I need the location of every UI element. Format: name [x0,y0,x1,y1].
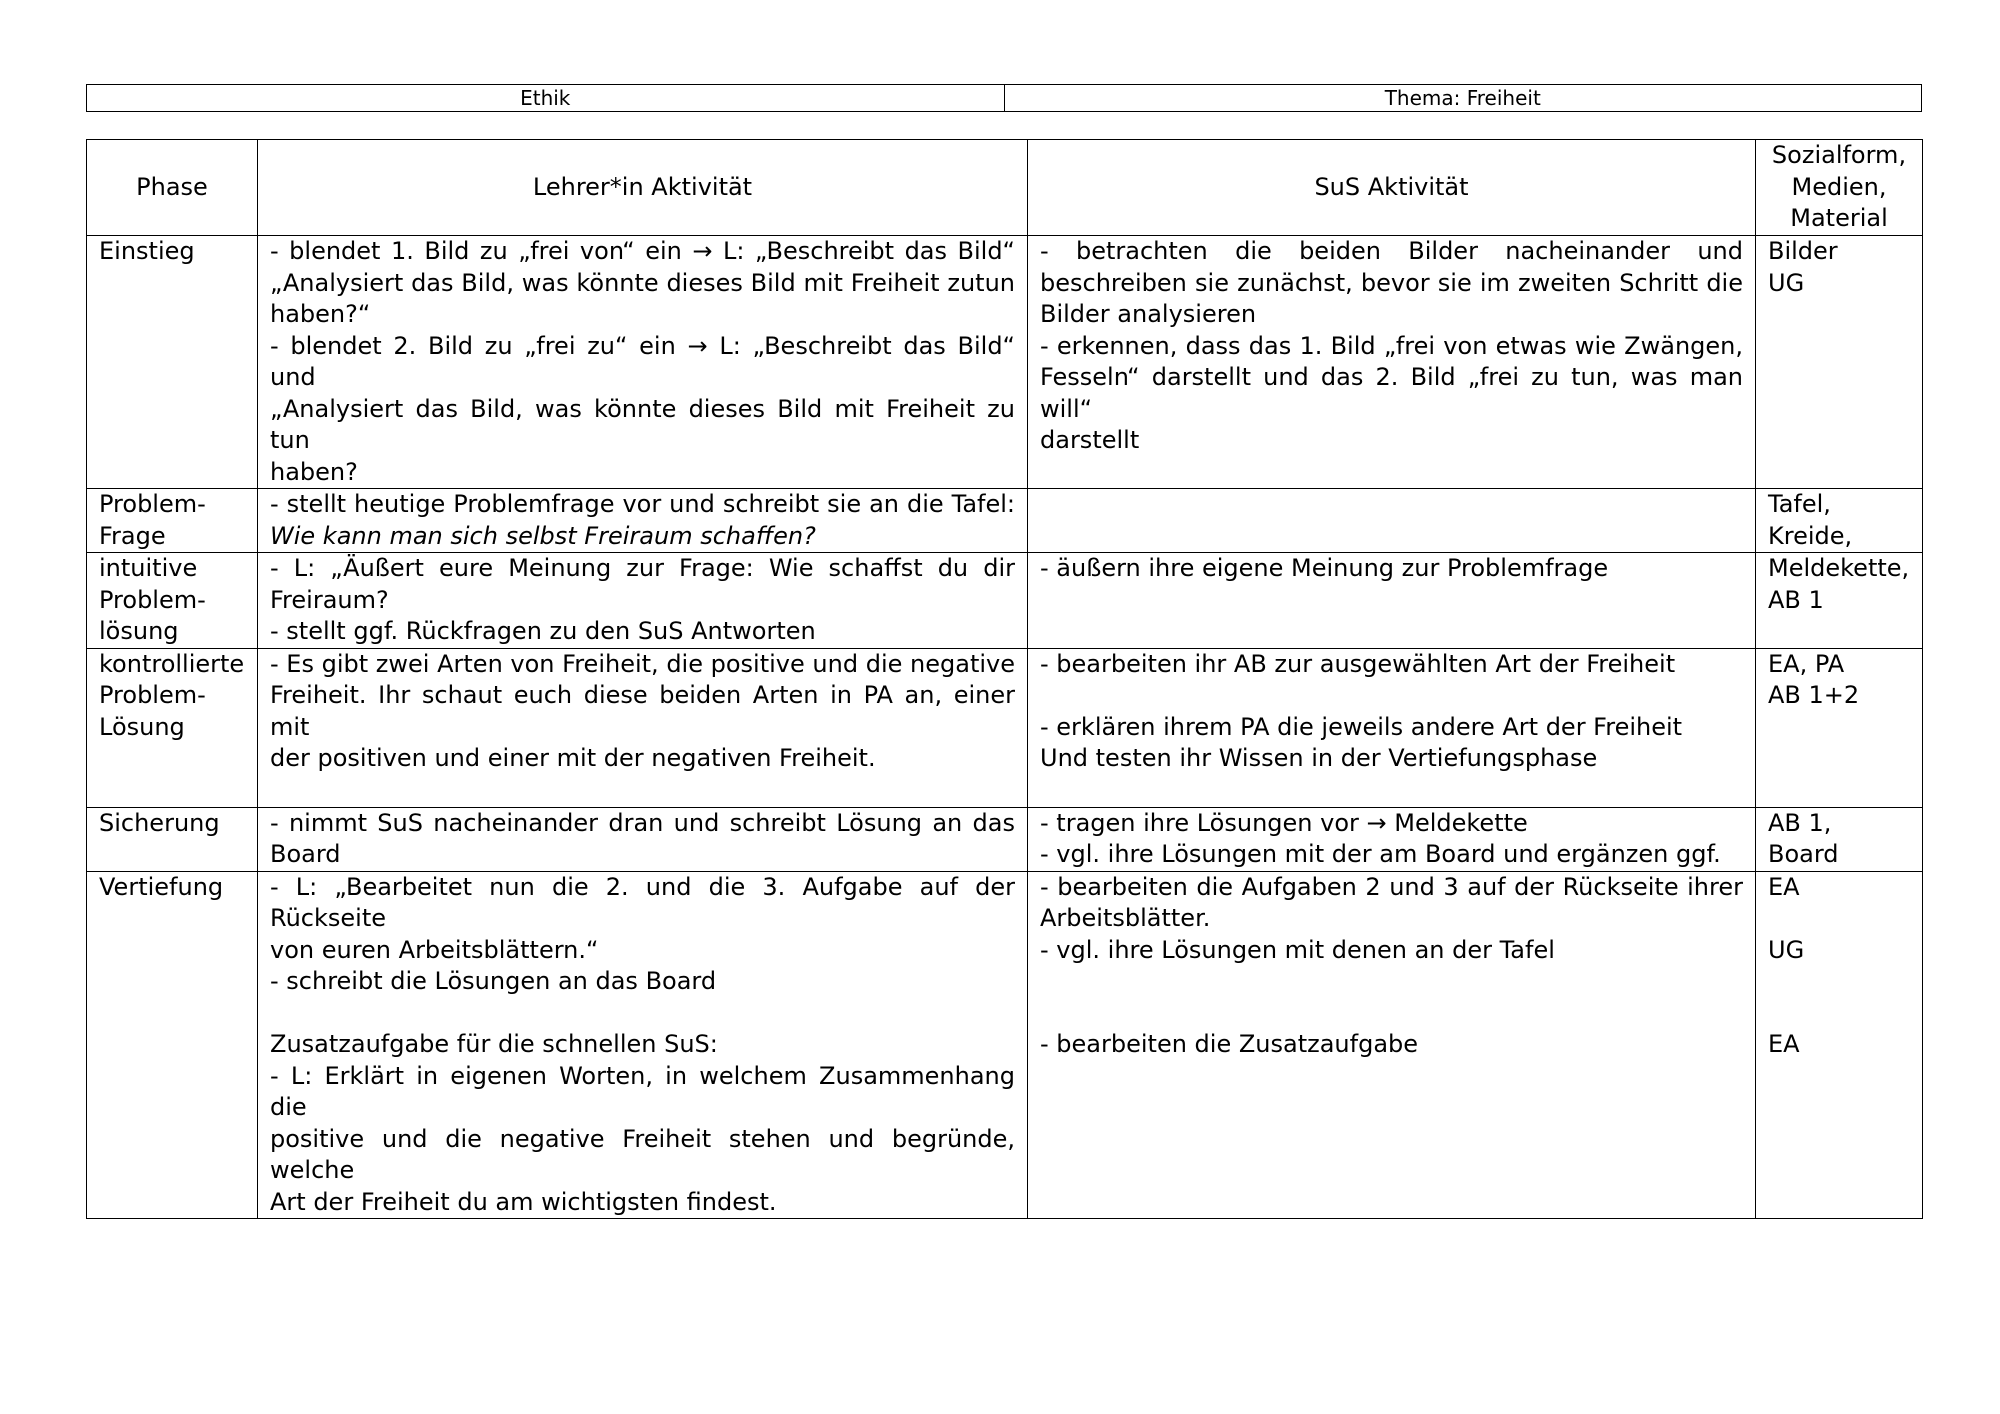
cell-line: Art der Freiheit du am wichtigsten findest. [270,1187,777,1216]
cell-line: „Analysiert das Bild, was könnte dieses Bild mit Freiheit zu tun [270,394,1015,454]
cell-line: - L: „Äußert eure Meinung zur Frage: Wie schaffst du dir [270,554,1015,582]
phase-cell [87,489,258,553]
cell-line: Problem- [99,585,206,614]
table-row [87,648,1923,807]
social-form-header: Sozialform, Medien, Material [1756,140,1923,236]
cell-line [1040,966,1743,998]
cell-line: darstellt [1040,426,1140,454]
cell-line: - vgl. ihre Lösungen mit denen an der Tafel [1040,935,1555,964]
cell-line: lösung [99,617,179,645]
cell-line: positive und die negative Freiheit stehen und begründe, welche [270,1124,1015,1184]
social-form-cell [1756,648,1923,807]
cell-line: - L: „Bearbeitet nun die 2. und die 3. Aufgabe auf der Rückseite [270,872,1015,932]
topic-cell: Thema: Freiheit [1004,85,1922,112]
cell-line: haben? [270,457,358,486]
cell-line: UG [1768,935,1805,964]
cell-line: „Analysiert das Bild, was könnte dieses Bild mit Freiheit zutun [270,268,1015,297]
phase-header: Phase [87,140,258,236]
cell-line [1040,998,1743,1030]
cell-line: Bilder analysieren [1040,300,1257,328]
phase-cell [87,236,258,489]
cell-line: Tafel, [1768,490,1831,518]
cell-line: AB 1+2 [1768,681,1860,709]
cell-line: UG [1768,268,1805,297]
student-activity-cell [1028,648,1756,807]
teacher-activity-cell [258,807,1028,871]
cell-line: - stellt ggf. Rückfragen zu den SuS Antworten [270,617,816,645]
cell-line [1768,998,1914,1030]
cell-line: Fesseln“ darstellt und das 2. Bild „frei zu tun, was man will“ [1040,363,1743,423]
table-row [87,489,1923,553]
cell-line: Bilder [1768,237,1838,265]
cell-line: EA, PA [1768,649,1845,678]
teacher-activity-cell [258,489,1028,553]
cell-line: der positiven und einer mit der negativen Freiheit. [270,744,876,772]
teacher-activity-cell [258,553,1028,649]
teacher-activity-cell [258,648,1028,807]
cell-line: - schreibt die Lösungen an das Board [270,967,717,995]
cell-line: Meldekette, [1768,554,1910,582]
student-activity-cell [1028,553,1756,649]
header-row [87,140,1923,236]
teacher-activity-cell [258,236,1028,489]
cell-line: - stellt heutige Problemfrage vor und schreibt sie an die Tafel: [270,490,1015,518]
cell-line: Und testen ihr Wissen in der Vertiefungsphase [1040,744,1598,772]
cell-line: Sicherung [99,808,220,837]
cell-line: AB 1, [1768,808,1832,837]
cell-line: Freiheit. Ihr schaut euch diese beiden Arten in PA an, einer mit [270,681,1015,741]
student-activity-cell [1028,807,1756,871]
cell-line: - erklären ihrem PA die jeweils andere Art der Freiheit [1040,712,1683,741]
cell-line: - blendet 1. Bild zu „frei von“ ein → L: „Beschreibt das Bild“ [270,237,1015,265]
cell-line: intuitive [99,554,198,582]
cell-line: - tragen ihre Lösungen vor → Meldekette [1040,808,1528,837]
cell-line: Kreide, [1768,521,1853,550]
social-form-cell [1756,807,1923,871]
cell-line: Problem- [99,681,206,709]
cell-line: EA [1768,872,1800,901]
cell-line [1040,680,1743,712]
cell-line [1768,966,1914,998]
cell-line [1768,903,1914,935]
phase-cell [87,871,258,1219]
social-form-cell [1756,489,1923,553]
social-form-cell [1756,871,1923,1219]
header-table [86,84,1922,112]
table-row [87,553,1923,649]
cell-line: - betrachten die beiden Bilder nacheinander und [1040,237,1743,265]
cell-line: haben?“ [270,300,371,328]
cell-line: Arbeitsblätter. [1040,904,1211,932]
cell-line: - bearbeiten ihr AB zur ausgewählten Art der Freiheit [1040,649,1676,678]
cell-line: beschreiben sie zunächst, bevor sie im zweiten Schritt die [1040,268,1743,297]
phase-cell [87,553,258,649]
table-row [87,807,1923,871]
cell-line: Board [1768,840,1839,868]
student-activity-cell [1028,871,1756,1219]
cell-line: Board [270,840,341,868]
subject-cell: Ethik [87,85,1005,112]
student-activity-cell [1028,489,1756,553]
cell-line [270,998,1015,1030]
social-form-cell [1756,553,1923,649]
cell-line: - blendet 2. Bild zu „frei zu“ ein → L: „Beschreibt das Bild“ und [270,331,1015,391]
student-activity-cell [1028,236,1756,489]
phase-cell [87,807,258,871]
cell-line: Problem- [99,490,206,518]
cell-line: Vertiefung [99,872,224,901]
cell-line: Frage [99,521,166,550]
table-row [87,871,1923,1219]
cell-line: - bearbeiten die Zusatzaufgabe [1040,1030,1419,1058]
social-form-cell [1756,236,1923,489]
table-row [87,236,1923,489]
cell-line: - äußern ihre eigene Meinung zur Problemfrage [1040,554,1609,582]
teacher-activity-header: Lehrer*in Aktivität [258,140,1028,236]
phase-cell [87,648,258,807]
cell-line: - bearbeiten die Aufgaben 2 und 3 auf der Rückseite ihrer [1040,872,1743,901]
cell-line: Wie kann man sich selbst Freiraum schaffen? [270,521,816,550]
cell-line: kontrollierte [99,649,245,678]
cell-line: Lösung [99,712,185,741]
student-activity-header: SuS Aktivität [1028,140,1756,236]
cell-line: - Es gibt zwei Arten von Freiheit, die positive und die negative [270,649,1015,678]
cell-line: EA [1768,1030,1800,1058]
cell-line: Zusatzaufgabe für die schnellen SuS: [270,1030,718,1058]
lesson-plan-table [86,139,1923,1219]
cell-line: - vgl. ihre Lösungen mit der am Board und ergänzen ggf. [1040,840,1721,868]
cell-line: Einstieg [99,237,195,265]
cell-line: - nimmt SuS nacheinander dran und schreibt Lösung an das [270,808,1015,837]
cell-line: - erkennen, dass das 1. Bild „frei von etwas wie Zwängen, [1040,331,1743,360]
cell-line: von euren Arbeitsblättern.“ [270,935,599,964]
teacher-activity-cell [258,871,1028,1219]
cell-line: Freiraum? [270,585,389,614]
cell-line: - L: Erklärt in eigenen Worten, in welchem Zusammenhang die [270,1061,1015,1121]
cell-line: AB 1 [1768,585,1824,614]
